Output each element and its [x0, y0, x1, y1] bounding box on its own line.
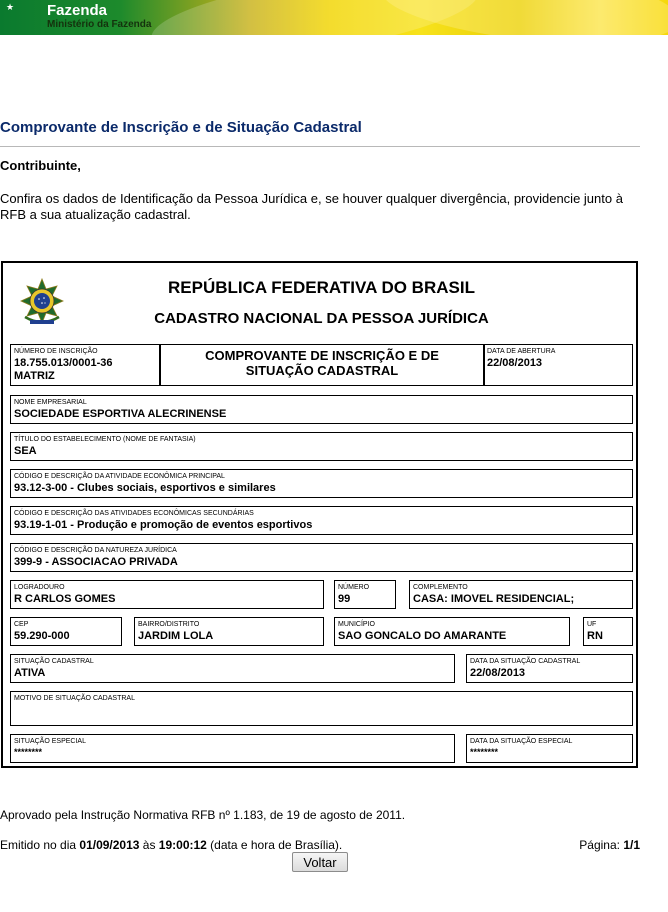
instructions-text: Confira os dados de Identificação da Pessoa Jurídica e, se houver qualquer divergência, providencie junto à RFB a sua atualização cadastral. — [0, 191, 623, 222]
municipio-value: SAO GONCALO DO AMARANTE — [338, 630, 507, 642]
logradouro-value: R CARLOS GOMES — [14, 593, 116, 605]
data-situacao-box — [466, 654, 633, 683]
bairro-value: JARDIM LOLA — [138, 630, 214, 642]
abertura-box — [483, 344, 633, 386]
atividades-secundarias-label: CÓDIGO E DESCRIÇÃO DAS ATIVIDADES ECONÔMICAS SECUNDÁRIAS — [14, 510, 254, 517]
atividade-principal-box — [10, 469, 633, 498]
atividades-secundarias-value: 93.19-1-01 - Produção e promoção de eventos esportivos — [14, 519, 313, 531]
cep-box — [10, 617, 122, 646]
page-label: Página: — [579, 838, 624, 852]
emission-date: 01/09/2013 — [79, 838, 140, 852]
page-value: 1/1 — [623, 838, 640, 852]
municipio-box — [334, 617, 570, 646]
card-title: REPÚBLICA FEDERATIVA DO BRASIL — [168, 278, 475, 297]
motivo-box — [10, 691, 633, 726]
complemento-label: COMPLEMENTO — [413, 584, 468, 591]
motivo-label: MOTIVO DE SITUAÇÃO CADASTRAL — [14, 695, 135, 702]
data-situacao-especial-value: ******** — [470, 747, 499, 757]
inscricao-type: MATRIZ — [14, 370, 55, 382]
situacao-label: SITUAÇÃO CADASTRAL — [14, 658, 94, 665]
numero-label: NÚMERO — [338, 584, 370, 591]
abertura-value: 22/08/2013 — [487, 357, 543, 369]
banner-subtitle: Ministério da Fazenda — [47, 19, 152, 30]
logradouro-box — [10, 580, 324, 609]
situacao-especial-label: SITUAÇÃO ESPECIAL — [14, 738, 86, 745]
natureza-juridica-value: 399-9 - ASSOCIACAO PRIVADA — [14, 556, 178, 568]
inscricao-box — [10, 344, 161, 386]
atividade-principal-label: CÓDIGO E DESCRIÇÃO DA ATIVIDADE ECONÔMICA PRINCIPAL — [14, 473, 225, 480]
atividade-principal-value: 93.12-3-00 - Clubes sociais, esportivos e similares — [14, 482, 276, 494]
emission-suffix: (data e hora de Brasília). — [206, 838, 343, 852]
divider — [0, 146, 640, 147]
natureza-juridica-box — [10, 543, 633, 572]
data-situacao-especial-label: DATA DA SITUAÇÃO ESPECIAL — [470, 738, 573, 745]
situacao-value: ATIVA — [14, 667, 46, 679]
emission-prefix: Emitido no dia — [0, 838, 80, 852]
municipio-label: MUNICÍPIO — [338, 621, 375, 628]
emission-text — [0, 838, 342, 852]
data-situacao-value: 22/08/2013 — [470, 667, 526, 679]
bairro-label: BAIRRO/DISTRITO — [138, 621, 200, 628]
situacao-especial-value: ******** — [14, 747, 43, 757]
emission-mid: às — [139, 838, 159, 852]
situacao-especial-box — [10, 734, 455, 763]
nome-empresarial-box — [10, 395, 633, 424]
greeting: Contribuinte, — [0, 158, 81, 173]
uf-value: RN — [587, 630, 603, 642]
data-situacao-especial-box — [466, 734, 633, 763]
fantasia-label: TÍTULO DO ESTABELECIMENTO (NOME DE FANTASIA) — [14, 436, 196, 443]
logradouro-label: LOGRADOURO — [14, 584, 65, 591]
nome-empresarial-label: NOME EMPRESARIAL — [14, 399, 87, 406]
data-situacao-label: DATA DA SITUAÇÃO CADASTRAL — [470, 658, 581, 665]
star-icon: ★ — [6, 3, 15, 13]
page-title: Comprovante de Inscrição e de Situação Cadastral — [0, 119, 362, 136]
back-button[interactable]: Voltar — [292, 852, 348, 872]
uf-label: UF — [587, 621, 597, 628]
natureza-juridica-label: CÓDIGO E DESCRIÇÃO DA NATUREZA JURÍDICA — [14, 547, 177, 554]
banner-title: Fazenda — [47, 2, 108, 19]
numero-value: 99 — [338, 593, 351, 605]
situacao-box — [10, 654, 455, 683]
header-banner — [0, 0, 668, 35]
cep-value: 59.290-000 — [14, 630, 70, 642]
complemento-box — [409, 580, 633, 609]
numero-box — [334, 580, 396, 609]
atividades-secundarias-box — [10, 506, 633, 535]
inscricao-label: NÚMERO DE INSCRIÇÃO — [14, 348, 98, 355]
cnpj-card — [1, 261, 638, 768]
inscricao-number: 18.755.013/0001-36 — [14, 357, 113, 369]
abertura-label: DATA DE ABERTURA — [487, 348, 556, 355]
nome-empresarial-value: SOCIEDADE ESPORTIVA ALECRINENSE — [14, 408, 227, 420]
fantasia-value: SEA — [14, 445, 37, 457]
bairro-box — [134, 617, 324, 646]
uf-box — [583, 617, 633, 646]
card-subtitle: CADASTRO NACIONAL DA PESSOA JURÍDICA — [154, 310, 489, 327]
fantasia-box — [10, 432, 633, 461]
page-indicator — [579, 838, 640, 852]
comprovante-title: COMPROVANTE DE INSCRIÇÃO E DE SITUAÇÃO CADASTRAL — [205, 348, 439, 378]
cep-label: CEP — [14, 621, 29, 628]
comprovante-box — [159, 344, 485, 386]
approval-text: Aprovado pela Instrução Normativa RFB nº 1.183, de 19 de agosto de 2011. — [0, 808, 406, 822]
complemento-value: CASA: IMOVEL RESIDENCIAL; — [413, 593, 575, 605]
emission-time: 19:00:12 — [158, 838, 207, 852]
